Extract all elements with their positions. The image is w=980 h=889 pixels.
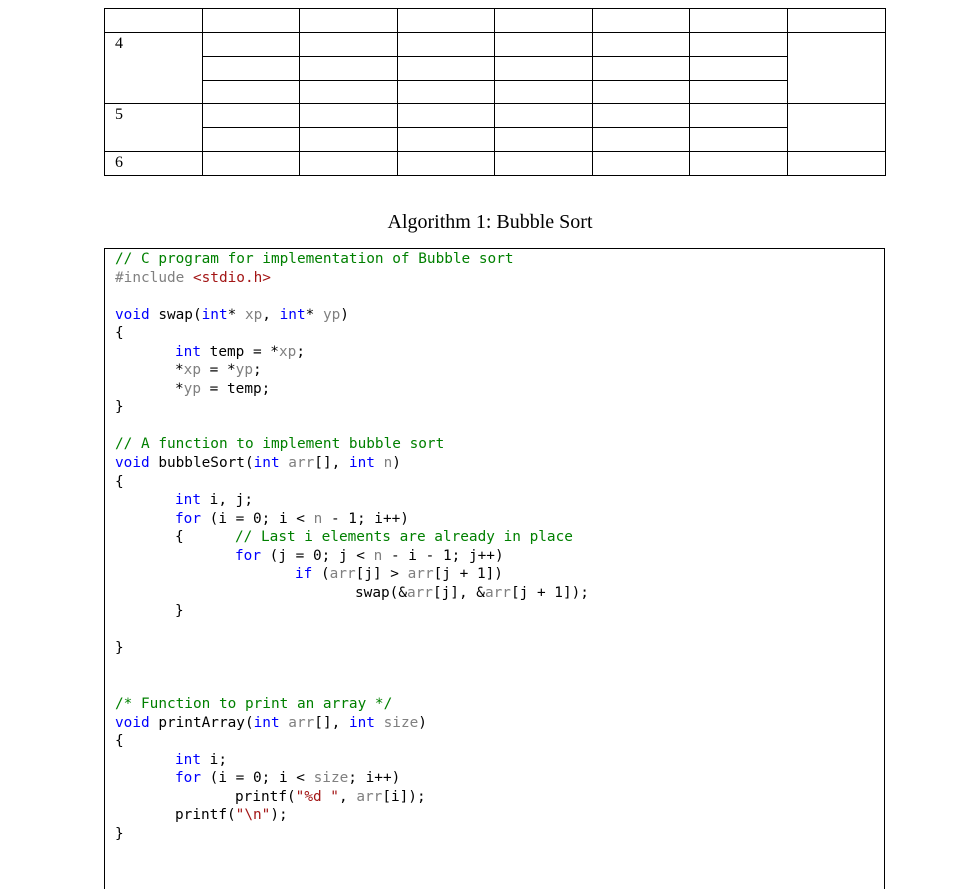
table-cell bbox=[202, 32, 300, 56]
code-token: ( bbox=[312, 566, 330, 583]
code-line bbox=[115, 269, 589, 288]
table-cell bbox=[690, 152, 788, 176]
code-token bbox=[115, 548, 235, 564]
code-token: int bbox=[175, 751, 201, 768]
code-token: arr bbox=[406, 584, 433, 601]
table-cell bbox=[495, 104, 593, 128]
code-token: i; bbox=[201, 751, 227, 768]
code-token: { bbox=[115, 733, 124, 750]
code-token: (j = 0; j < bbox=[261, 547, 374, 564]
code-token: } bbox=[115, 640, 124, 657]
code-token: { bbox=[115, 529, 235, 546]
code-line bbox=[115, 398, 589, 417]
table-cell bbox=[202, 152, 300, 176]
table-cell bbox=[495, 32, 593, 56]
code-token: ; bbox=[252, 362, 262, 379]
code-token: arr bbox=[407, 566, 434, 583]
code-token: int bbox=[348, 714, 375, 731]
code-token: [], bbox=[314, 455, 349, 472]
code-token: void bbox=[115, 714, 150, 731]
code-token: for bbox=[235, 547, 261, 564]
code-token: [j + 1]) bbox=[433, 566, 503, 583]
table-cell bbox=[202, 104, 300, 128]
code-token: // C program for implementation of Bubble sort bbox=[115, 251, 514, 267]
code-token: (i = 0; i < bbox=[201, 510, 314, 527]
code-token: "%d " bbox=[295, 788, 339, 805]
code-line bbox=[115, 602, 589, 621]
code-line bbox=[115, 435, 589, 454]
code-token: <stdio.h> bbox=[192, 269, 271, 286]
code-line bbox=[115, 287, 589, 306]
code-listing bbox=[104, 248, 885, 889]
code-token: [j] > bbox=[355, 566, 408, 583]
code-token: [j], & bbox=[432, 584, 485, 601]
table-header-row bbox=[105, 9, 886, 33]
code-token: xp bbox=[183, 362, 201, 379]
table-cell bbox=[690, 32, 788, 56]
code-token: n bbox=[373, 547, 383, 564]
code-token: int bbox=[175, 492, 201, 509]
code-token: * bbox=[115, 380, 184, 397]
code-token: } bbox=[115, 825, 124, 842]
code-token: n bbox=[313, 510, 323, 527]
code-token: n bbox=[383, 455, 393, 472]
code-token: void bbox=[115, 455, 150, 472]
code-token bbox=[115, 752, 175, 768]
table-cell bbox=[202, 56, 300, 80]
table-cell bbox=[397, 128, 495, 152]
table-cell bbox=[300, 128, 398, 152]
code-token: } bbox=[115, 399, 124, 416]
row-label-5: 5 bbox=[105, 104, 203, 152]
code-line bbox=[115, 417, 589, 436]
code-token: printArray( bbox=[149, 714, 254, 731]
row-label-4: 4 bbox=[105, 32, 203, 104]
code-line bbox=[115, 454, 589, 473]
table-cell bbox=[300, 104, 398, 128]
code-token: arr bbox=[329, 566, 356, 583]
code-token: swap(& bbox=[115, 584, 407, 601]
code-token: yp bbox=[183, 380, 201, 397]
table-cell bbox=[592, 80, 690, 104]
code-line bbox=[115, 528, 589, 547]
code-line bbox=[115, 806, 589, 825]
code-token bbox=[280, 455, 289, 471]
code-token: temp = * bbox=[201, 343, 279, 360]
table-cell bbox=[397, 80, 495, 104]
table-cell bbox=[787, 152, 886, 176]
code-token: - i - 1; j++) bbox=[382, 547, 504, 564]
table-cell bbox=[787, 32, 886, 104]
table-row bbox=[105, 128, 886, 152]
code-token: (i = 0; i < bbox=[201, 770, 314, 787]
table-cell bbox=[495, 152, 593, 176]
code-token: ; i++) bbox=[348, 770, 401, 787]
code-token: yp bbox=[322, 306, 341, 323]
code-line bbox=[115, 639, 589, 658]
code-token: { bbox=[115, 325, 124, 342]
code-token: int bbox=[201, 306, 228, 323]
code-token: } bbox=[115, 603, 184, 620]
code-token bbox=[115, 492, 175, 508]
code-line bbox=[115, 343, 589, 362]
code-token: arr bbox=[288, 455, 315, 472]
code-token bbox=[280, 715, 289, 731]
table-row bbox=[105, 80, 886, 104]
code-token: #include bbox=[115, 269, 193, 286]
code-token: size bbox=[313, 770, 349, 787]
code-token: printf( bbox=[115, 807, 236, 824]
code-line bbox=[115, 306, 589, 325]
code-token: "\n" bbox=[235, 807, 271, 824]
code-token: [], bbox=[314, 714, 349, 731]
code-line bbox=[115, 732, 589, 751]
table-cell bbox=[397, 9, 495, 33]
code-token: [j + 1]); bbox=[510, 584, 589, 601]
code-line bbox=[115, 491, 589, 510]
table-cell bbox=[495, 56, 593, 80]
code-token: arr bbox=[484, 584, 511, 601]
code-token: int bbox=[253, 455, 280, 472]
table-cell bbox=[787, 104, 886, 152]
table-cell bbox=[202, 128, 300, 152]
table-cell bbox=[592, 56, 690, 80]
code-token: if bbox=[295, 566, 313, 583]
code-line bbox=[115, 677, 589, 696]
code-token: - 1; i++) bbox=[322, 510, 409, 527]
code-token: ); bbox=[270, 807, 288, 824]
table-cell bbox=[300, 32, 398, 56]
results-table bbox=[104, 8, 886, 176]
table-cell bbox=[690, 56, 788, 80]
table-cell bbox=[397, 56, 495, 80]
table-cell bbox=[495, 80, 593, 104]
code-token: for bbox=[175, 770, 201, 787]
code-line bbox=[115, 565, 589, 584]
code-line bbox=[115, 695, 589, 714]
table-cell bbox=[495, 128, 593, 152]
table-cell bbox=[592, 32, 690, 56]
table-cell bbox=[592, 104, 690, 128]
table-row bbox=[105, 32, 886, 56]
code-token: xp bbox=[244, 306, 263, 323]
code-token: printf( bbox=[115, 788, 296, 805]
code-line bbox=[115, 473, 589, 492]
table-cell bbox=[690, 128, 788, 152]
code-token bbox=[115, 344, 175, 360]
table-cell bbox=[300, 56, 398, 80]
table-cell bbox=[495, 9, 593, 33]
code-block bbox=[115, 250, 589, 844]
code-line bbox=[115, 361, 589, 380]
code-token: size bbox=[383, 714, 419, 731]
code-line bbox=[115, 751, 589, 770]
code-line bbox=[115, 788, 589, 807]
code-token bbox=[375, 455, 384, 471]
code-token: = temp; bbox=[201, 380, 271, 397]
code-token: ) bbox=[340, 306, 349, 323]
code-token: , bbox=[262, 306, 280, 323]
table-cell bbox=[690, 80, 788, 104]
code-token: yp bbox=[235, 362, 253, 379]
table-cell bbox=[592, 152, 690, 176]
code-token: for bbox=[175, 510, 201, 527]
table-cell bbox=[397, 104, 495, 128]
code-token: swap( bbox=[149, 306, 202, 323]
row-label-6: 6 bbox=[105, 152, 203, 176]
table-cell bbox=[397, 32, 495, 56]
code-token: ) bbox=[392, 455, 401, 472]
table-cell bbox=[300, 80, 398, 104]
code-token: xp bbox=[278, 343, 297, 360]
code-line bbox=[115, 584, 589, 603]
code-token: int bbox=[348, 455, 375, 472]
code-line bbox=[115, 714, 589, 733]
code-token: * bbox=[227, 306, 245, 323]
table-cell bbox=[202, 9, 300, 33]
table-row bbox=[105, 152, 886, 176]
code-token: // Last i elements are already in place bbox=[235, 529, 573, 546]
code-token bbox=[115, 511, 175, 527]
code-token: i, j; bbox=[201, 492, 253, 509]
table-cell bbox=[397, 152, 495, 176]
code-line bbox=[115, 250, 589, 269]
code-token: ; bbox=[296, 343, 305, 360]
code-token: // A function to implement bubble sort bbox=[115, 436, 445, 453]
code-token: ) bbox=[418, 714, 427, 731]
code-line bbox=[115, 380, 589, 399]
table-cell bbox=[690, 104, 788, 128]
table-cell bbox=[300, 9, 398, 33]
code-token bbox=[115, 566, 295, 582]
code-token: arr bbox=[288, 714, 315, 731]
code-token: void bbox=[115, 306, 150, 323]
code-token bbox=[115, 770, 175, 786]
code-token: , bbox=[338, 788, 357, 805]
code-token: * bbox=[305, 306, 323, 323]
code-token bbox=[375, 715, 384, 731]
code-line bbox=[115, 658, 589, 677]
code-line bbox=[115, 510, 589, 529]
code-token: /* Function to print an array */ bbox=[115, 696, 393, 713]
table-cell bbox=[690, 9, 788, 33]
code-token: int bbox=[253, 714, 280, 731]
code-token: = * bbox=[201, 362, 236, 379]
code-token: int bbox=[175, 343, 201, 360]
code-line bbox=[115, 825, 589, 844]
table-cell bbox=[202, 80, 300, 104]
table-cell bbox=[592, 9, 690, 33]
code-token: [i]); bbox=[382, 788, 426, 805]
code-line bbox=[115, 547, 589, 566]
table-cell bbox=[787, 9, 886, 33]
table-row bbox=[105, 56, 886, 80]
code-token: * bbox=[115, 362, 184, 379]
code-line bbox=[115, 621, 589, 640]
table-cell bbox=[300, 152, 398, 176]
algorithm-caption: Algorithm 1: Bubble Sort bbox=[387, 211, 593, 233]
table-row bbox=[105, 104, 886, 128]
code-token: { bbox=[115, 473, 124, 490]
code-line bbox=[115, 769, 589, 788]
code-token: bubbleSort( bbox=[149, 455, 254, 472]
code-token: int bbox=[279, 306, 306, 323]
table-cell bbox=[592, 128, 690, 152]
code-line bbox=[115, 324, 589, 343]
code-token: arr bbox=[356, 788, 383, 805]
table-cell bbox=[105, 9, 203, 33]
